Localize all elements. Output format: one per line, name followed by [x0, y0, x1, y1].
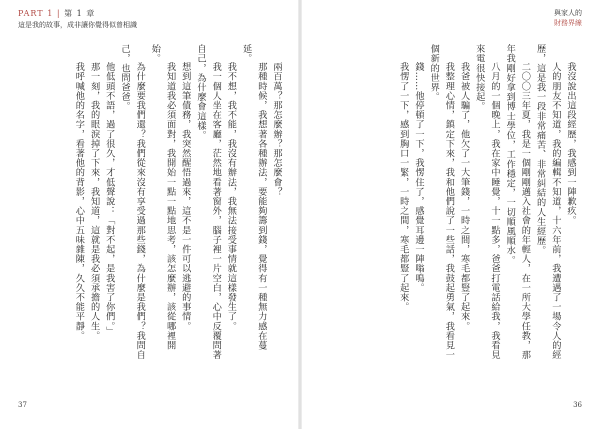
right-page [302, 0, 600, 429]
chapter-subtitle: 這是我的故事，成非讓你覺得似曾相識 [18, 21, 137, 29]
book-title-line1: 與家人的 [554, 9, 582, 17]
paragraph: 我沒說出這段經歷，我感到一陣歉疚。 [565, 62, 576, 226]
paragraph: 那一刻，我的眼淚掉了下來，我知道，這就是我必須承擔的人生。 [88, 62, 100, 341]
paragraph: 我整理心情，鎮定下來，我和他們說了一些話，我鼓起勇氣，我看見一個新的世界。 [428, 44, 455, 360]
paragraph: 八月的一個晚上，我在家中睡覺，十一點多，爸爸打電話給我，我看見來電很快接起。 [473, 44, 500, 360]
paragraph: 兩百萬？那怎麼辦？那怎麼會？ [271, 62, 282, 197]
paragraph: 錢……他停頓了一下，我愣住了，感覺耳邊一陣嗡鳴。 [412, 62, 424, 293]
paragraph: 我呼喊他的名字，看著他的背影，心中五味雜陳，久久不能平靜。 [73, 62, 85, 341]
chapter-label: 第 1 章 [64, 9, 96, 18]
left-page-body [22, 44, 284, 364]
page-number-right: 36 [573, 401, 582, 409]
page-number-left: 37 [18, 401, 27, 409]
paragraph: 想到這筆債務，我突然醒悟過來，這不是一件可以逃避的事情。 [179, 62, 191, 332]
paragraph: 人的朋友不知道，我的編輯不知道，十六年前，我遭遇了一場令人的經歷，這是我一段非常痛苦、非常糾結的人生經歷。 [534, 44, 561, 360]
paragraph: 我不想，我不能，我沒有辦法，我無法接受事情就這樣發生了。 [225, 62, 237, 332]
part-label: PART 1 [18, 9, 54, 18]
paragraph: 我愣了一下，感到胸口一緊，一時之間，寒毛都豎了起來。 [397, 62, 409, 312]
paragraph: 我一個人坐在客廳，茫然地看著窗外，腦子裡一片空白，心中反覆問著自己，為什麼會這樣。 [194, 44, 222, 360]
running-header-book-title [554, 8, 582, 28]
book-title-line2: 財務界線 [554, 19, 582, 27]
paragraph: 我爸被人騙了，他欠了一大筆錢，一時之間，寒毛都豎了起來。 [458, 62, 470, 332]
paragraph: 他低頭不語，過了很久，才低聲說：「對不起，是我害了你們。」 [103, 62, 115, 337]
paragraph: 那種時候，我想著各種辦法，要能夠籌到錢，覺得有一種無力感在蔓延。 [240, 44, 267, 351]
left-page [0, 0, 298, 429]
paragraph: 我知道我必須面對，我開始一點一點地思考，該怎麼辦，該從哪裡開始。 [149, 44, 176, 351]
running-header-part: PART 1 | 第 1 章 [18, 9, 96, 18]
right-page-body [316, 44, 578, 364]
paragraph: 二〇〇三年夏，我是一個剛剛邁入社會的年輕人，在一所大學任教，那年我剛好拿到博士學位，工作穩定，一切順風順水。 [504, 44, 531, 360]
paragraph: 為什麼要我們還？我們從來沒有享受過那些錢，為什麼是我們？我問自己，也問爸爸。 [118, 44, 146, 360]
